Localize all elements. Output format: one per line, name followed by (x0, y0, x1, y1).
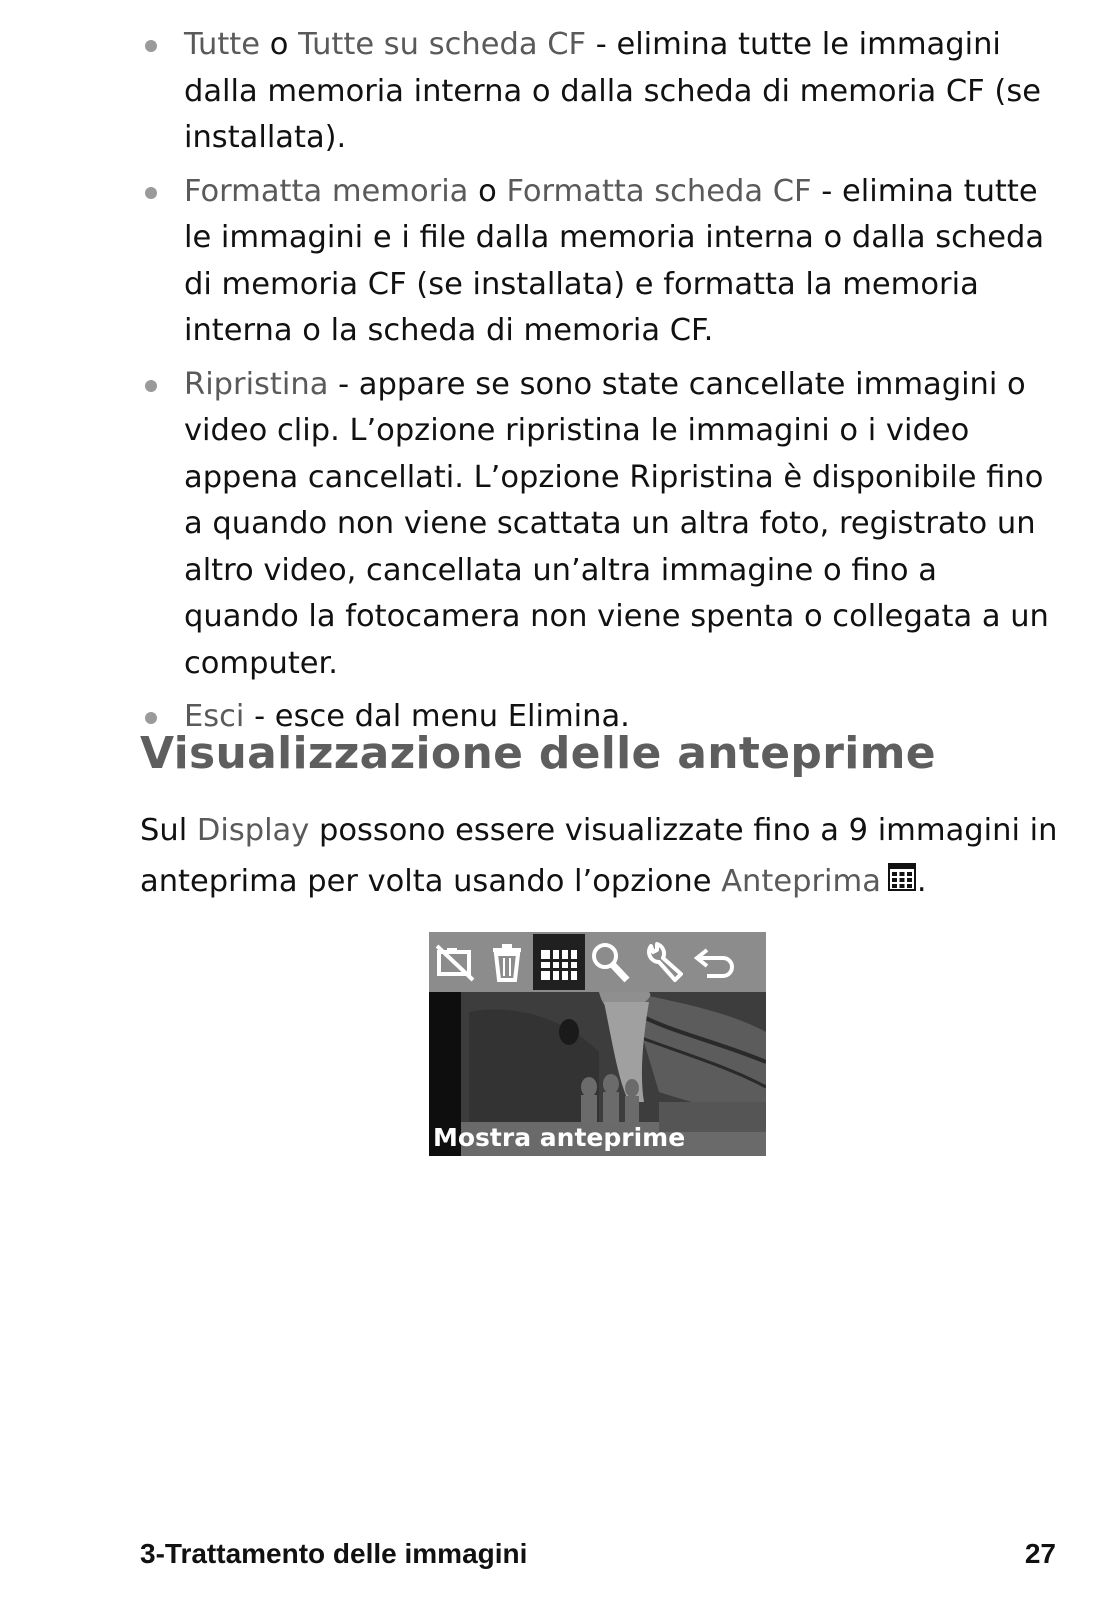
back-arrow-icon[interactable] (689, 934, 741, 990)
option-description: - elimina tutte le immagini e i file dalla memoria interna o dalla scheda di memoria CF (se installata) e formatta la memoria interna o la scheda di memoria CF. (184, 173, 1045, 348)
connector-text: o (468, 173, 507, 209)
no-photo-icon[interactable] (429, 934, 481, 990)
list-item (140, 169, 1060, 355)
page-number: 27 (1024, 1538, 1056, 1569)
thumbnails-icon (887, 857, 917, 887)
option-term: Tutte (184, 27, 261, 62)
screen-caption: Mostra anteprime (433, 1123, 686, 1152)
display-term: Display (196, 813, 310, 848)
option-term: Ripristina (184, 366, 329, 402)
intro-text: possono essere visualizzate fino a 9 immagini in anteprima per volta usando l’opzione (140, 813, 1058, 899)
intro-end: . (916, 864, 927, 899)
wrench-icon[interactable] (637, 934, 689, 990)
bullet-dot (145, 712, 157, 724)
option-term: Esci (184, 699, 245, 734)
camera-menu-bar (429, 932, 766, 992)
option-term: Tutte su scheda CF (298, 27, 587, 62)
bullet-dot (145, 187, 157, 199)
option-term: Formatta scheda CF (506, 173, 812, 209)
trash-icon[interactable] (481, 934, 533, 990)
option-description: - elimina tutte le immagini dalla memoria interna o dalla scheda di memoria CF (se installata). (184, 27, 1041, 155)
connector-text: o (260, 27, 299, 62)
thumbnails-icon[interactable] (533, 934, 585, 990)
option-description: - esce dal menu Elimina. (244, 699, 630, 734)
option-list (140, 22, 1060, 748)
intro-paragraph (140, 805, 1060, 907)
bullet-dot (145, 40, 157, 52)
thumbnails-term: Anteprima (721, 864, 881, 899)
footer-chapter: 3-Trattamento delle immagini (140, 1538, 528, 1569)
section-title: Visualizzazione delle anteprime (140, 728, 936, 779)
magnify-icon[interactable] (585, 934, 637, 990)
intro-text: Sul (140, 813, 197, 848)
option-description: - appare se sono state cancellate immagini o video clip. L’opzione ripristina le immagini o i video appena cancellati. L’opzione Ripristina è disponibile fino a quando non viene scattata un altra foto, registrato un altro video, cancellata un’altra immagine o fino a quando la fotocamera non viene spenta o collegata a un computer. (184, 366, 1049, 681)
bullet-dot (145, 380, 157, 392)
camera-screen (429, 932, 766, 1156)
option-term: Formatta memoria (184, 173, 469, 209)
list-item (140, 22, 1060, 162)
list-item (140, 362, 1060, 688)
